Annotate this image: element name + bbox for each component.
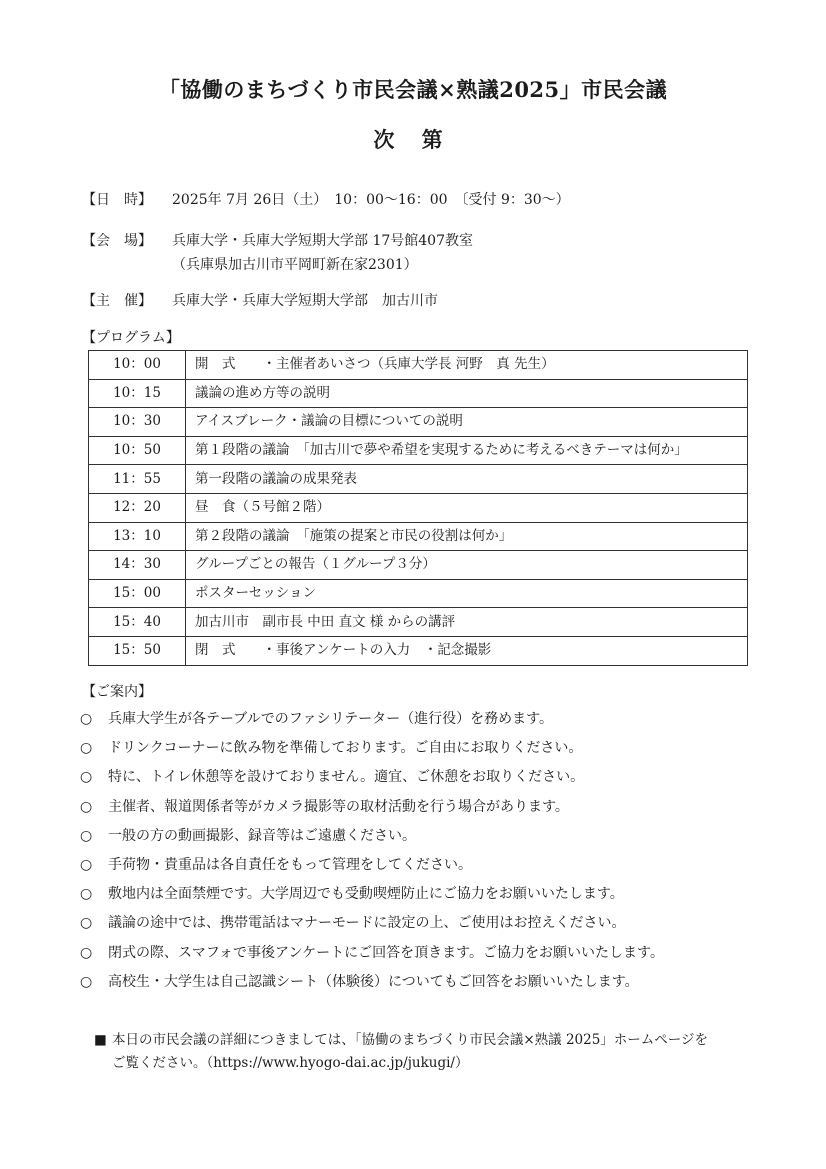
program-row <box>89 465 748 494</box>
program-time: 10：30 <box>89 408 186 437</box>
circle-bullet-icon: ○ <box>80 711 93 727</box>
program-time: 10：15 <box>89 379 186 408</box>
program-row <box>89 493 748 522</box>
program-row <box>89 522 748 551</box>
organizer-value: 兵庫大学・兵庫大学短期大学部 加古川市 <box>172 293 438 309</box>
program-row <box>89 351 748 380</box>
organizer-row <box>82 290 438 312</box>
program-time: 14：30 <box>89 551 186 580</box>
guide-text: 手荷物・貴重品は各自責任をもって管理をしてください。 <box>108 856 472 873</box>
program-time: 15：50 <box>89 636 186 665</box>
list-item <box>80 796 664 825</box>
list-item <box>80 737 664 766</box>
guide-text: 議論の途中では、携帯電話はマナーモードに設定の上、ご使用はお控えください。 <box>108 915 626 932</box>
circle-bullet-icon: ○ <box>80 798 93 815</box>
circle-bullet-icon: ○ <box>80 886 93 903</box>
program-row <box>89 636 748 665</box>
program-row <box>89 379 748 408</box>
circle-bullet-icon: ○ <box>80 856 93 873</box>
program-time: 13：10 <box>89 522 186 551</box>
list-item <box>80 766 664 795</box>
list-item <box>80 971 664 1000</box>
circle-bullet-icon: ○ <box>80 915 93 932</box>
list-item <box>80 883 664 912</box>
date-row <box>82 189 570 211</box>
circle-bullet-icon: ○ <box>80 973 93 990</box>
organizer-label: 【主 催】 <box>82 293 152 309</box>
guide-text: 一般の方の動画撮影、録音等はご遠慮ください。 <box>108 827 416 844</box>
guide-text: 特に、トイレ休憩等を設けておりません。適宜、ご休憩をお取りください。 <box>108 769 585 786</box>
program-desc: アイスブレーク・議論の目標についての説明 <box>186 408 748 437</box>
footer-line-1: 本日の市民会議の詳細につきましては、「協働のまちづくり市民会議×熟議 2025」ホームページを <box>112 1032 709 1048</box>
program-desc: 第一段階の議論の成果発表 <box>186 465 748 494</box>
venue-row <box>82 230 473 252</box>
circle-bullet-icon: ○ <box>80 740 93 757</box>
program-desc: 議論の進め方等の説明 <box>186 379 748 408</box>
square-bullet-icon: ■ <box>94 1032 107 1048</box>
program-time: 15：40 <box>89 608 186 637</box>
guide-list <box>80 708 664 1000</box>
program-desc: 加古川市 副市長 中田 直文 様 からの講評 <box>186 608 748 637</box>
program-time: 15：00 <box>89 579 186 608</box>
program-table <box>88 350 748 666</box>
program-desc: 開 式 ・主催者あいさつ（兵庫大学長 河野 真 先生） <box>186 351 748 380</box>
program-desc: 昼 食（５号館２階） <box>186 493 748 522</box>
date-value: 2025年 7月 26日（土） 10：00～16：00 〔受付 9：30～） <box>172 192 570 208</box>
circle-bullet-icon: ○ <box>80 944 93 961</box>
list-item <box>80 825 664 854</box>
guide-text: ドリンクコーナーに飲み物を準備しております。ご自由にお取りください。 <box>108 740 583 757</box>
list-item <box>80 912 664 941</box>
circle-bullet-icon: ○ <box>80 827 93 844</box>
program-row <box>89 408 748 437</box>
program-label: 【プログラム】 <box>82 330 180 346</box>
guide-text: 敷地内は全面禁煙です。大学周辺でも受動喫煙防止にご協力をお願いいたします。 <box>108 886 624 903</box>
footer-line-2: ご覧ください。（https://www.hyogo-dai.ac.jp/jukugi/） <box>112 1055 469 1071</box>
program-desc: グループごとの報告（１グループ３分） <box>186 551 748 580</box>
page-subtitle: 次 第 <box>373 127 453 152</box>
page-title: 「協働のまちづくり市民会議×熟議2025」市民会議 <box>158 77 668 102</box>
program-desc: 第１段階の議論 「加古川で夢や希望を実現するために考えるべきテーマは何か」 <box>186 436 748 465</box>
program-desc: 第２段階の議論 「施策の提案と市民の役割は何か」 <box>186 522 748 551</box>
footer-note <box>94 1029 754 1075</box>
program-desc: 閉 式 ・事後アンケートの入力 ・記念撮影 <box>186 636 748 665</box>
program-time: 11：55 <box>89 465 186 494</box>
list-item <box>80 854 664 883</box>
program-row <box>89 608 748 637</box>
guide-label: 【ご案内】 <box>82 684 152 700</box>
program-row <box>89 436 748 465</box>
guide-text: 主催者、報道関係者等がカメラ撮影等の取材活動を行う場合があります。 <box>108 798 569 815</box>
program-time: 10：00 <box>89 351 186 380</box>
program-time: 10：50 <box>89 436 186 465</box>
program-desc: ポスターセッション <box>186 579 748 608</box>
program-row <box>89 551 748 580</box>
venue-label: 【会 場】 <box>82 233 152 249</box>
guide-text: 兵庫大学生が各テーブルでのファシリテーター（進行役）を務めます。 <box>108 711 554 727</box>
list-item <box>80 942 664 971</box>
circle-bullet-icon: ○ <box>80 769 93 786</box>
venue-address: （兵庫県加古川市平岡町新在家2301） <box>172 257 418 273</box>
guide-text: 閉式の際、スマフォで事後アンケートにご回答を頂きます。ご協力をお願いいたします。 <box>108 944 664 961</box>
list-item <box>80 708 664 737</box>
program-row <box>89 579 748 608</box>
program-time: 12：20 <box>89 493 186 522</box>
guide-text: 高校生・大学生は自己認識シート（体験後）についてもご回答をお願いいたします。 <box>108 973 639 990</box>
venue-value: 兵庫大学・兵庫大学短期大学部 17号館407教室 <box>172 233 473 249</box>
date-label: 【日 時】 <box>82 192 152 208</box>
